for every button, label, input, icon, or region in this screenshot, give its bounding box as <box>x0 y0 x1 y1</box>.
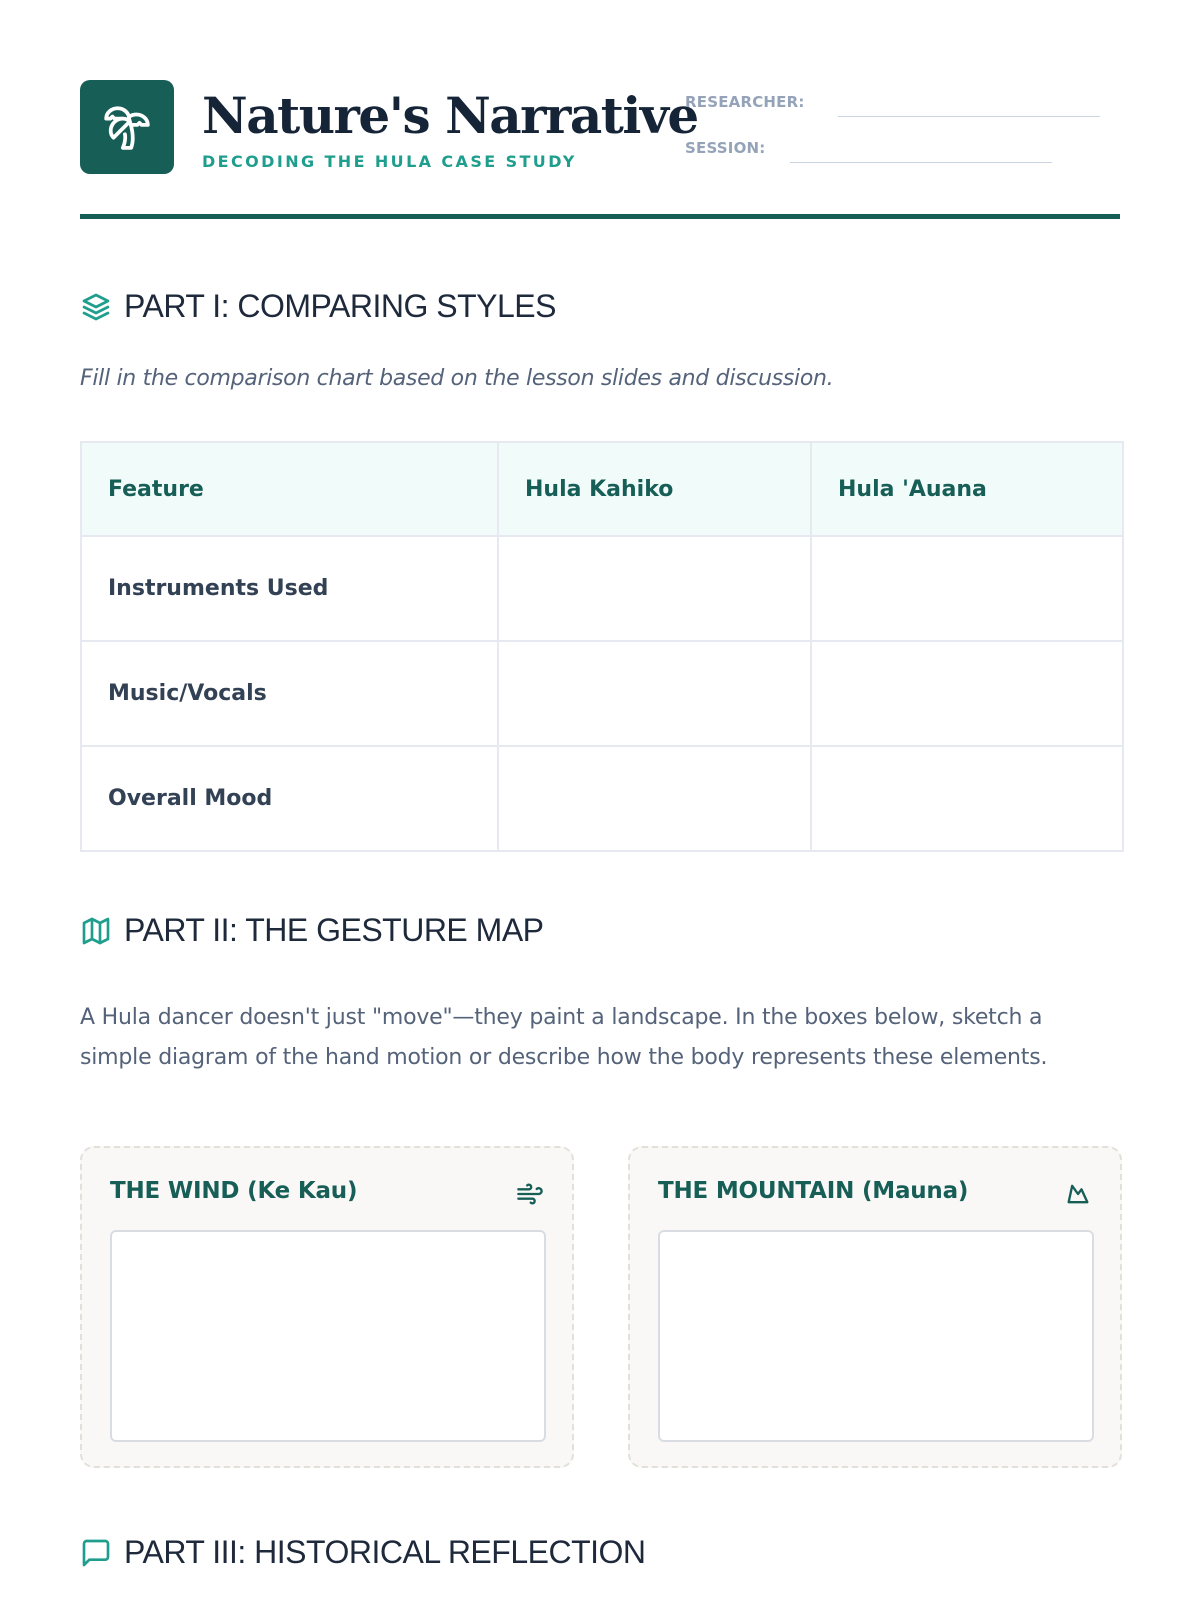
session-label: SESSION: <box>685 139 766 157</box>
gesture-box-title: THE WIND (Ke Kau) <box>110 1178 358 1204</box>
table-header-row <box>81 442 1123 536</box>
layers-icon <box>80 291 112 323</box>
mountain-icon <box>1064 1180 1092 1208</box>
row-label: Music/Vocals <box>81 641 498 746</box>
table-cell-input[interactable] <box>811 536 1123 641</box>
sketch-area[interactable] <box>658 1230 1094 1442</box>
part2-description: A Hula dancer doesn't just "move"—they paint a landscape. In the boxes below, sketch a simple diagram of the hand motion or describe how the body represents these elements. <box>80 1005 1048 1070</box>
part3-heading <box>80 1534 646 1571</box>
table-row <box>81 746 1123 851</box>
header <box>80 80 1120 180</box>
researcher-label: RESEARCHER: <box>685 93 805 111</box>
table-cell-input[interactable] <box>498 536 811 641</box>
wind-icon <box>516 1180 544 1208</box>
part2-title: PART II: THE GESTURE MAP <box>124 912 544 948</box>
session-field[interactable] <box>790 162 1052 163</box>
column-header-hula-auana: Hula 'Auana <box>811 442 1123 536</box>
worksheet-title: Nature's Narrative <box>202 86 698 145</box>
part3-title: PART III: HISTORICAL REFLECTION <box>124 1534 646 1570</box>
worksheet-subtitle: DECODING THE HULA CASE STUDY <box>202 152 577 171</box>
header-divider <box>80 214 1120 219</box>
part1-title: PART I: COMPARING STYLES <box>124 288 556 324</box>
table-cell-input[interactable] <box>498 746 811 851</box>
row-label: Overall Mood <box>81 746 498 851</box>
map-icon <box>80 915 112 947</box>
column-header-feature: Feature <box>81 442 498 536</box>
gesture-box-wind <box>80 1146 574 1468</box>
table-row <box>81 536 1123 641</box>
researcher-field[interactable] <box>838 116 1100 117</box>
sketch-area[interactable] <box>110 1230 546 1442</box>
comparison-table <box>80 441 1124 852</box>
table-cell-input[interactable] <box>811 641 1123 746</box>
part1-instruction: Fill in the comparison chart based on the lesson slides and discussion. <box>80 366 834 391</box>
table-cell-input[interactable] <box>498 641 811 746</box>
table-row <box>81 641 1123 746</box>
column-header-hula-kahiko: Hula Kahiko <box>498 442 811 536</box>
part1-heading <box>80 288 556 325</box>
chat-bubble-icon <box>80 1537 112 1569</box>
table-cell-input[interactable] <box>811 746 1123 851</box>
gesture-box-title: THE MOUNTAIN (Mauna) <box>658 1178 969 1204</box>
palm-tree-icon <box>80 80 174 174</box>
row-label: Instruments Used <box>81 536 498 641</box>
gesture-box-mountain <box>628 1146 1122 1468</box>
part2-heading <box>80 912 544 949</box>
